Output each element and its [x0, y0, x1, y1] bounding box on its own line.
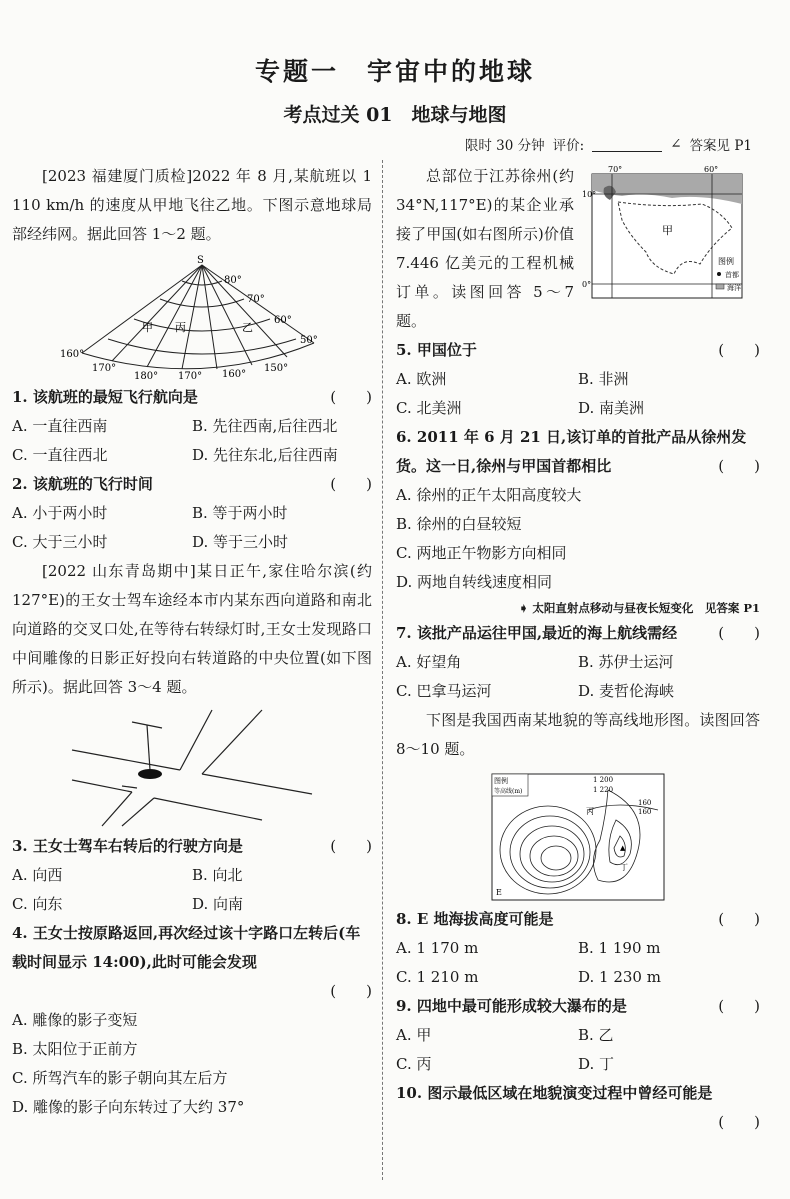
label-lon70: 70°	[608, 165, 623, 174]
answer-paren: ( )	[718, 457, 760, 475]
intro-5-7: 总部位于江苏徐州(约 34°N,117°E)的某企业承接了甲国(如右图所示)价值 7.446 亿美元的工程机械订单。读图回答 5～7 题。	[396, 167, 574, 330]
question-2: 2. 该航班的飞行时间 ( )	[12, 470, 372, 499]
options-5	[396, 365, 760, 423]
option-d: D. 等于三小时	[192, 533, 289, 551]
question-9: 9. 四地中最可能形成较大瀑布的是 ( )	[396, 992, 760, 1021]
label-lon180: 180°	[134, 371, 159, 382]
option-c: C. 巴拿马运河	[396, 682, 492, 700]
answer-paren: ( )	[330, 388, 372, 406]
option-c: C. 一直往西北	[12, 446, 108, 464]
answer-paren: ( )	[718, 341, 760, 359]
label-bing: 丙	[175, 321, 186, 334]
option-c: C. 大于三小时	[12, 533, 108, 551]
label-lat60: 60°	[274, 315, 292, 326]
label-lon170: 170°	[92, 363, 117, 374]
option-b: B. 等于两小时	[192, 504, 288, 522]
option-b: B. 非洲	[578, 370, 629, 388]
question-5: 5. 甲国位于 ( )	[396, 336, 760, 365]
time-limit: 限时 30 分钟	[464, 138, 545, 154]
label-lon160: 160°	[60, 349, 85, 360]
options-8	[396, 934, 760, 992]
option-c: C. 丙	[396, 1055, 432, 1073]
question-8: 8. E 地海拔高度可能是 ( )	[396, 905, 760, 934]
arrow-icon: ➧	[518, 601, 533, 615]
option-b: B. 向北	[192, 866, 243, 884]
intro-3-4: [2022 山东青岛期中]某日正午,家住哈尔滨(约 127°E)的王女士驾车途经本市内某东西向道路和南北向道路的交叉口处,在等待右转绿灯时,王女士发现路口中间雕像的日影正好投向右转道路的中央位置(如下图所示)。据此回答 3～4 题。	[12, 562, 372, 696]
intro-1-2: [2023 福建厦门质检]2022 年 8 月,某航班以 1 110 km/h 的速度从甲地飞往乙地。下图示意地球局部经纬网。据此回答 1～2 题。	[12, 167, 372, 243]
question-4-stem: 4. 王女士按原路返回,再次经过该十字路口左转后(车载时间显示 14:00),此时可能会发现	[12, 924, 361, 971]
option-b: B. 太阳位于正前方	[12, 1040, 138, 1058]
label-bing: 丙	[586, 807, 594, 816]
label-lat70: 70°	[247, 294, 265, 305]
label-yi: 乙	[242, 321, 253, 334]
intro-5-7-block	[396, 162, 760, 336]
label-s: S	[197, 255, 204, 266]
option-c: C. 两地正午物影方向相同	[396, 544, 567, 562]
option-b: B. 1 190 m	[578, 939, 661, 957]
label-lon150: 150°	[264, 363, 289, 374]
option-a: A. 甲	[396, 1026, 432, 1044]
label-jia: 甲	[662, 224, 673, 237]
option-b: B. 乙	[578, 1026, 614, 1044]
rating-blank	[592, 137, 662, 152]
legend-title: 图例	[718, 257, 734, 266]
crossroad-figure	[62, 702, 322, 832]
meta-line	[465, 134, 752, 154]
contour-map	[488, 770, 668, 905]
option-d: D. 丁	[578, 1055, 615, 1073]
section-subtitle: 考点过关 01 地球与地图	[283, 104, 507, 126]
reference-banner: ➧ 太阳直射点移动与昼夜长短变化 见答案 P1	[518, 601, 760, 615]
column-divider	[382, 160, 383, 1180]
label-lon60: 60°	[704, 165, 719, 174]
options-1	[12, 412, 372, 470]
option-b: B. 徐州的白昼较短	[396, 515, 522, 533]
answer-paren: ( )	[330, 837, 372, 855]
option-c: C. 1 210 m	[396, 968, 479, 986]
label-1220: 1 220	[593, 786, 614, 794]
answer-paren: ( )	[718, 910, 760, 928]
option-a: A. 1 170 m	[396, 939, 479, 957]
rating-label: 评价:	[552, 138, 585, 154]
legend-sub: 等高线(m)	[494, 788, 523, 795]
option-d: D. 1 230 m	[578, 968, 661, 986]
option-d: D. 先往东北,后往西南	[192, 446, 338, 464]
question-1: 1. 该航班的最短飞行航向是 ( )	[12, 383, 372, 412]
label-1200: 1 200	[593, 776, 614, 784]
option-a: A. 小于两小时	[12, 504, 108, 522]
answer-icon: ∠	[670, 136, 682, 152]
label-lat80: 80°	[224, 275, 242, 286]
option-a: A. 欧洲	[396, 370, 447, 388]
answer-paren: ( )	[718, 624, 760, 642]
left-column	[12, 162, 372, 1122]
option-a: A. 好望角	[396, 653, 462, 671]
option-d: D. 向南	[192, 895, 244, 913]
label-lat10: 10°	[582, 190, 597, 199]
option-a: A. 雕像的影子变短	[12, 1011, 138, 1029]
intro-8-10: 下图是我国西南某地貌的等高线地形图。读图回答 8～10 题。	[396, 711, 760, 758]
page-title: 专题一 宇宙中的地球	[254, 57, 535, 86]
options-9	[396, 1021, 760, 1079]
label-lat50: 50°	[300, 335, 318, 346]
option-c: C. 北美洲	[396, 399, 462, 417]
legend-title: 图例	[494, 777, 508, 785]
option-a: A. 向西	[12, 866, 63, 884]
answer-paren: ( )	[718, 997, 760, 1015]
option-a: A. 一直往西南	[12, 417, 108, 435]
label-lon170b: 170°	[178, 371, 203, 382]
answer-paren: ( )	[330, 982, 372, 1000]
label-160b: 160	[638, 808, 652, 816]
option-d: D. 南美洲	[578, 399, 645, 417]
options-7	[396, 648, 760, 706]
legend-sea: 海洋	[727, 284, 741, 292]
answer-ref: 答案见 P1	[689, 138, 752, 154]
question-7: 7. 该批产品运往甲国,最近的海上航线需经 ( )	[396, 619, 760, 648]
answer-paren: ( )	[718, 1113, 760, 1131]
graticule-figure	[42, 253, 342, 383]
answer-paren: ( )	[330, 475, 372, 493]
right-column	[396, 162, 760, 1137]
question-6-stem: 6. 2011 年 6 月 21 日,该订单的首批产品从徐州发货。这一日,徐州与甲国首都相比	[396, 428, 747, 475]
country-map	[582, 164, 758, 304]
label-jia: 甲	[142, 321, 153, 334]
label-lat0: 0°	[582, 280, 592, 289]
option-d: D. 雕像的影子向东转过了大约 37°	[12, 1098, 245, 1116]
legend-capital: 首都	[725, 271, 739, 279]
option-d: D. 麦哲伦海峡	[578, 682, 675, 700]
question-3: 3. 王女士驾车右转后的行驶方向是 ( )	[12, 832, 372, 861]
label-lon160b: 160°	[222, 369, 247, 380]
question-10-stem: 10. 图示最低区域在地貌演变过程中曾经可能是	[396, 1084, 713, 1102]
option-c: C. 向东	[12, 895, 63, 913]
option-b: B. 苏伊士运河	[578, 653, 674, 671]
option-a: A. 徐州的正午太阳高度较大	[396, 486, 582, 504]
option-b: B. 先往西南,后往西北	[192, 417, 338, 435]
label-ding: 丁	[620, 863, 628, 872]
label-e: E	[496, 888, 502, 897]
peak-icon: ▲	[620, 844, 626, 852]
label-160: 160	[638, 799, 652, 807]
option-c: C. 所驾汽车的影子朝向其左后方	[12, 1069, 228, 1087]
options-2	[12, 499, 372, 557]
options-3	[12, 861, 372, 919]
option-d: D. 两地自转线速度相同	[396, 573, 553, 591]
